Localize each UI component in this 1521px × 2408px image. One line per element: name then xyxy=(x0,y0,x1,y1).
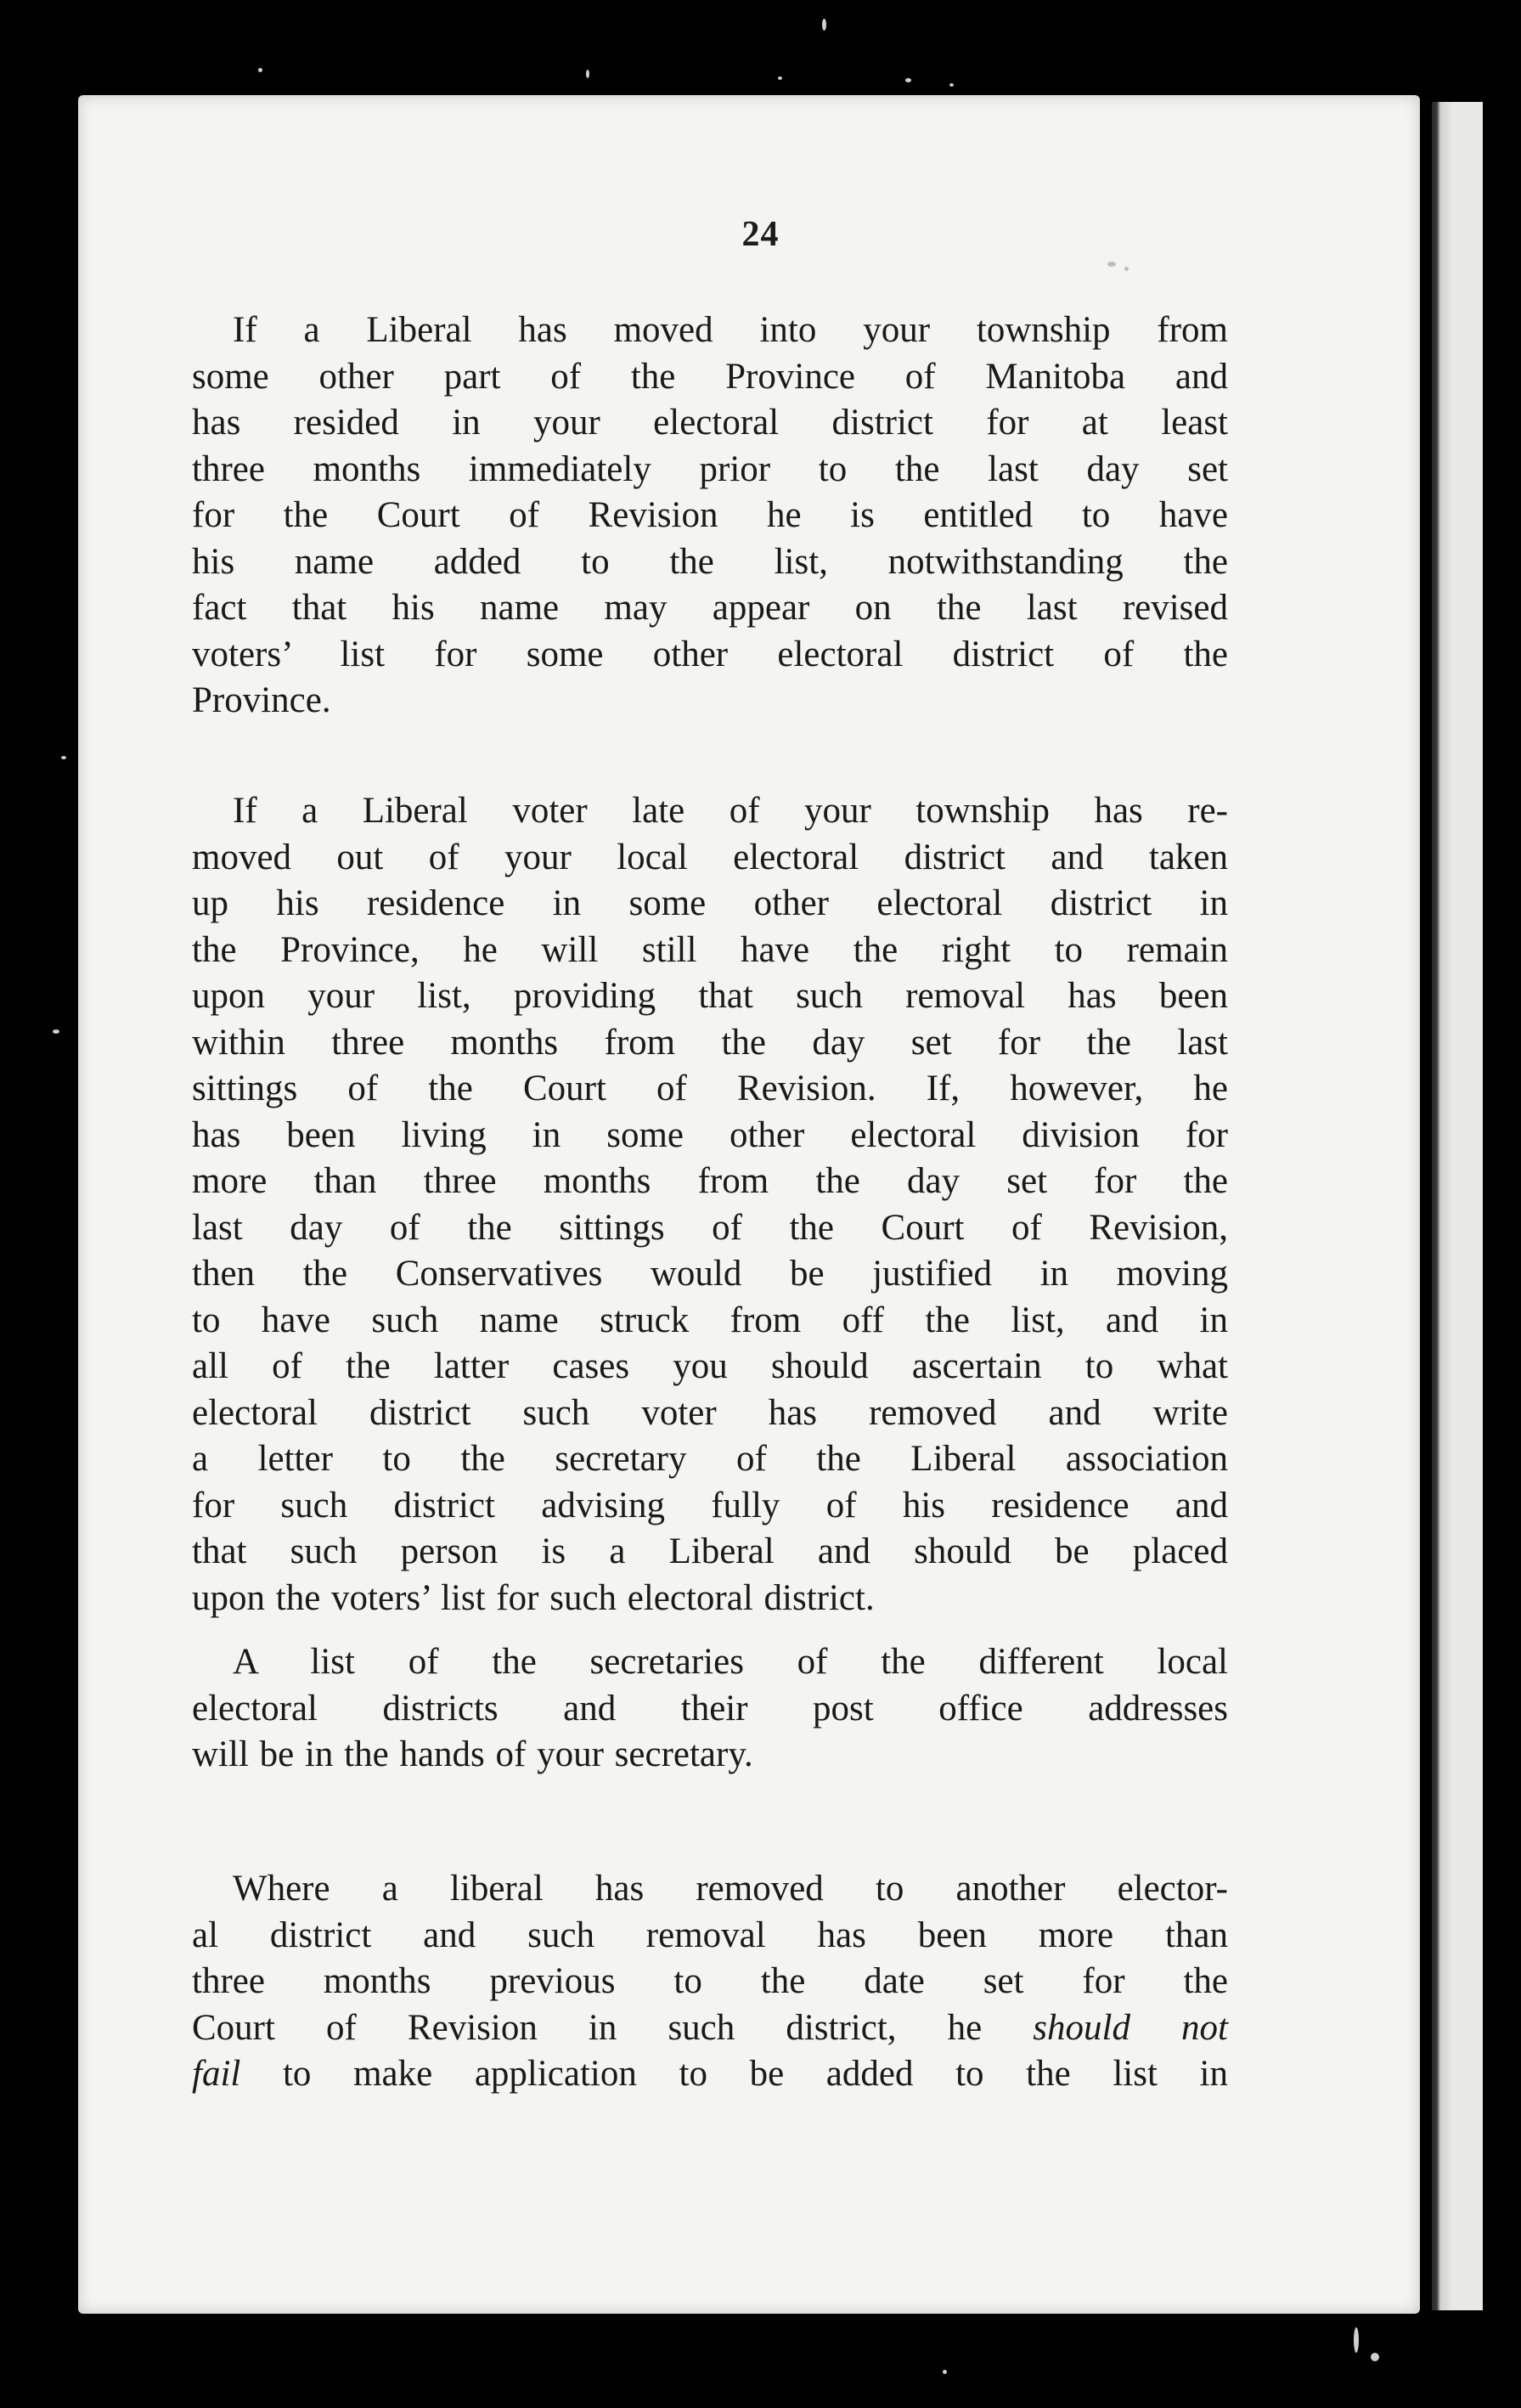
text-line: three months previous to the date set for the xyxy=(192,1961,1228,2001)
paragraph-1 xyxy=(192,307,1228,725)
emphasis-text: should not xyxy=(1033,2007,1229,2048)
text-line: electoral district such voter has removed and write xyxy=(192,1392,1228,1433)
text-line: that such person is a Liberal and should be placed xyxy=(192,1531,1228,1571)
scan-speck xyxy=(1371,2353,1379,2361)
text-line: If a Liberal voter late of your township has re- xyxy=(233,791,1228,831)
text-line: then the Conservatives would be justified in moving xyxy=(192,1254,1228,1294)
text-line: moved out of your local electoral district and taken xyxy=(192,837,1228,877)
text-line: upon your list, providing that such removal has been xyxy=(192,976,1228,1016)
scan-speck xyxy=(778,76,782,80)
text-line: last day of the sittings of the Court of Revision, xyxy=(192,1207,1228,1248)
paper-blemish xyxy=(1107,262,1116,267)
text-line: Province. xyxy=(192,680,331,720)
scan-speck xyxy=(258,68,262,72)
text-line: voters’ list for some other electoral district of the xyxy=(192,634,1228,674)
text-line: the Province, he will still have the right to remain xyxy=(192,929,1228,970)
text-line: within three months from the day set for the last xyxy=(192,1022,1228,1063)
text-line: three months immediately prior to the last day set xyxy=(192,448,1228,489)
paper-blemish xyxy=(1124,267,1129,271)
text-line: for the Court of Revision he is entitled to have xyxy=(192,495,1228,535)
adjacent-page-edge xyxy=(1432,102,1483,2310)
paragraph-3 xyxy=(192,1639,1228,1779)
scan-speck xyxy=(1354,2327,1359,2353)
text-line: sittings of the Court of Revision. If, however, he xyxy=(192,1069,1228,1108)
text-line: for such district advising fully of his residence and xyxy=(192,1485,1228,1525)
text-line: If a Liberal has moved into your township from xyxy=(233,310,1228,350)
scan-speck xyxy=(586,70,589,78)
text-segment: Court of Revision in such district, he xyxy=(192,2007,983,2048)
text-line: his name added to the list, notwithstanding the xyxy=(192,541,1228,582)
text-line: upon the voters’ list for such electoral district. xyxy=(192,1577,875,1618)
text-line: up his residence in some other electoral district in xyxy=(192,883,1228,923)
paragraph-4 xyxy=(192,1866,1228,2098)
text-segment: to make application to be added to the list in xyxy=(282,2054,1229,2094)
text-line: will be in the hands of your secretary. xyxy=(192,1734,753,1774)
text-line: Where a liberal has removed to another elector- xyxy=(233,1869,1228,1909)
text-line xyxy=(192,2005,1228,2052)
page-number: 24 xyxy=(741,215,780,254)
scan-speck xyxy=(822,19,826,31)
scan-speck xyxy=(53,1029,59,1034)
paragraph-2 xyxy=(192,788,1228,1621)
text-line: has resided in your electoral district for at least xyxy=(192,403,1228,443)
scan-speck xyxy=(905,78,911,82)
scan-speck xyxy=(943,2370,947,2374)
text-line: a letter to the secretary of the Liberal association xyxy=(192,1439,1228,1479)
text-line xyxy=(192,2051,1228,2098)
text-line: fact that his name may appear on the last revised xyxy=(192,588,1228,628)
text-line: to have such name struck from off the list, and in xyxy=(192,1300,1228,1340)
emphasis-text: fail xyxy=(192,2054,241,2094)
text-line: electoral districts and their post office addresses xyxy=(192,1688,1228,1728)
scan-speck xyxy=(61,756,66,759)
text-line: more than three months from the day set for the xyxy=(192,1161,1228,1201)
text-line: all of the latter cases you should ascertain to what xyxy=(192,1346,1228,1386)
text-line: A list of the secretaries of the different local xyxy=(233,1642,1228,1682)
text-line: al district and such removal has been more than xyxy=(192,1915,1228,1955)
text-line: has been living in some other electoral division for xyxy=(192,1114,1228,1155)
scan-speck xyxy=(949,83,954,87)
text-line: some other part of the Province of Manitoba and xyxy=(192,356,1228,397)
